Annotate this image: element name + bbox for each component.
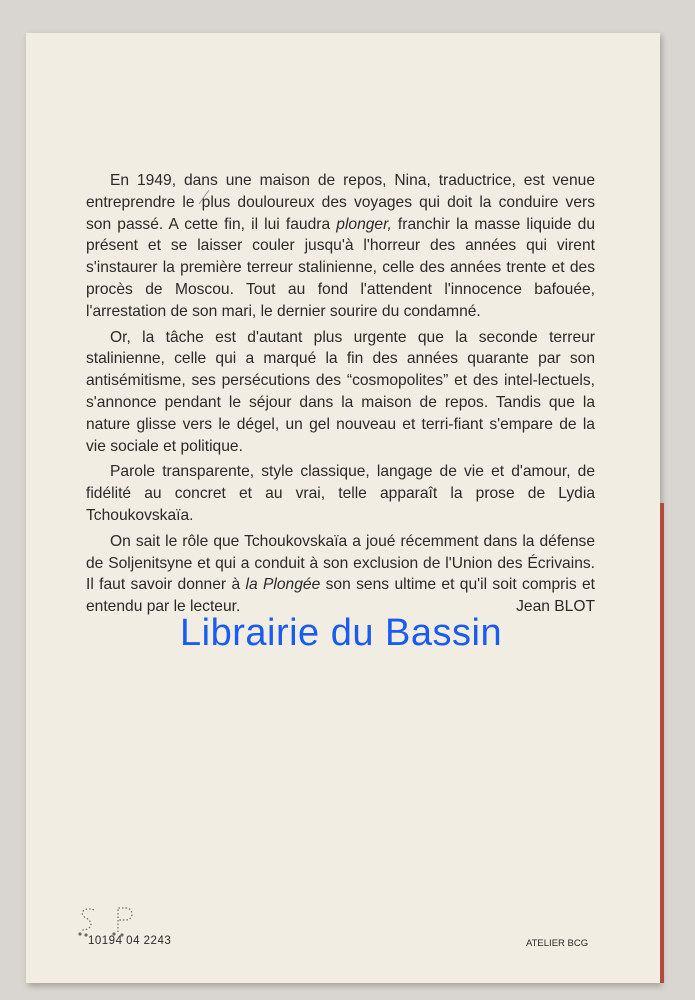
blurb-emphasis: la Plongée [245, 576, 321, 594]
blurb-paragraph-1 [86, 170, 595, 323]
blurb-paragraph-3 [86, 461, 595, 526]
blurb-text: Or, la tâche est d'autant plus urgente que la seconde terreur stalinienne, celle qui a marqué la fin des années quarante par son antisémitisme, ses persécutions des “cosmopolites” et des intel-lectuels, s'annonce pendant le séjour dans la maison de repos. Tandis que la nature glisse vers le dégel, un gel nouveau et terri-fiant s'empare de la vie sociale et politique. [86, 328, 595, 455]
author-signature: Jean BLOT [516, 598, 595, 615]
blurb-text: On sait le rôle que Tchoukovskaïa a joué récemment dans la défense de Soljenitsyne et qui a conduit à son exclusion de l'Union des Écrivains. Il faut savoir donner à [86, 532, 595, 594]
blurb-text: franchir la masse liquide du présent et se laisser couler jusqu'à l'horreur des années qui virent s'instaurer la première terreur stalinienne, celle des années trente et des procès de Moscou. Tout au fond l'attendent l'innocence bafouée, l'arrestation de son mari, le dernier sourire du condamné. [86, 215, 595, 320]
blurb-text: son sens ultime et qu'il soit compris et entendu par le lecteur. [86, 576, 596, 616]
blurb-text: En 1949, dans une maison de repos, Nina, traductrice, est venue entreprendre le plus douloureux des voyages qui doit la conduire vers son passé. A cette fin, il lui faudra [86, 172, 595, 233]
bookshop-watermark: Librairie du Bassin [180, 612, 503, 654]
publisher-logo [74, 904, 144, 938]
isbn-number: 10194 04 2243 [88, 935, 172, 947]
blurb [86, 170, 595, 618]
designer-credit: ATELIER BCG [526, 938, 589, 949]
blurb-text: Parole transparente, style classique, langage de vie et d'amour, de fidélité au concret et au vrai, telle apparaît la prose de Lydia Tchoukovskaïa. [86, 463, 595, 524]
blurb-emphasis: plonger, [336, 215, 392, 233]
blurb-paragraph-2 [86, 327, 595, 458]
